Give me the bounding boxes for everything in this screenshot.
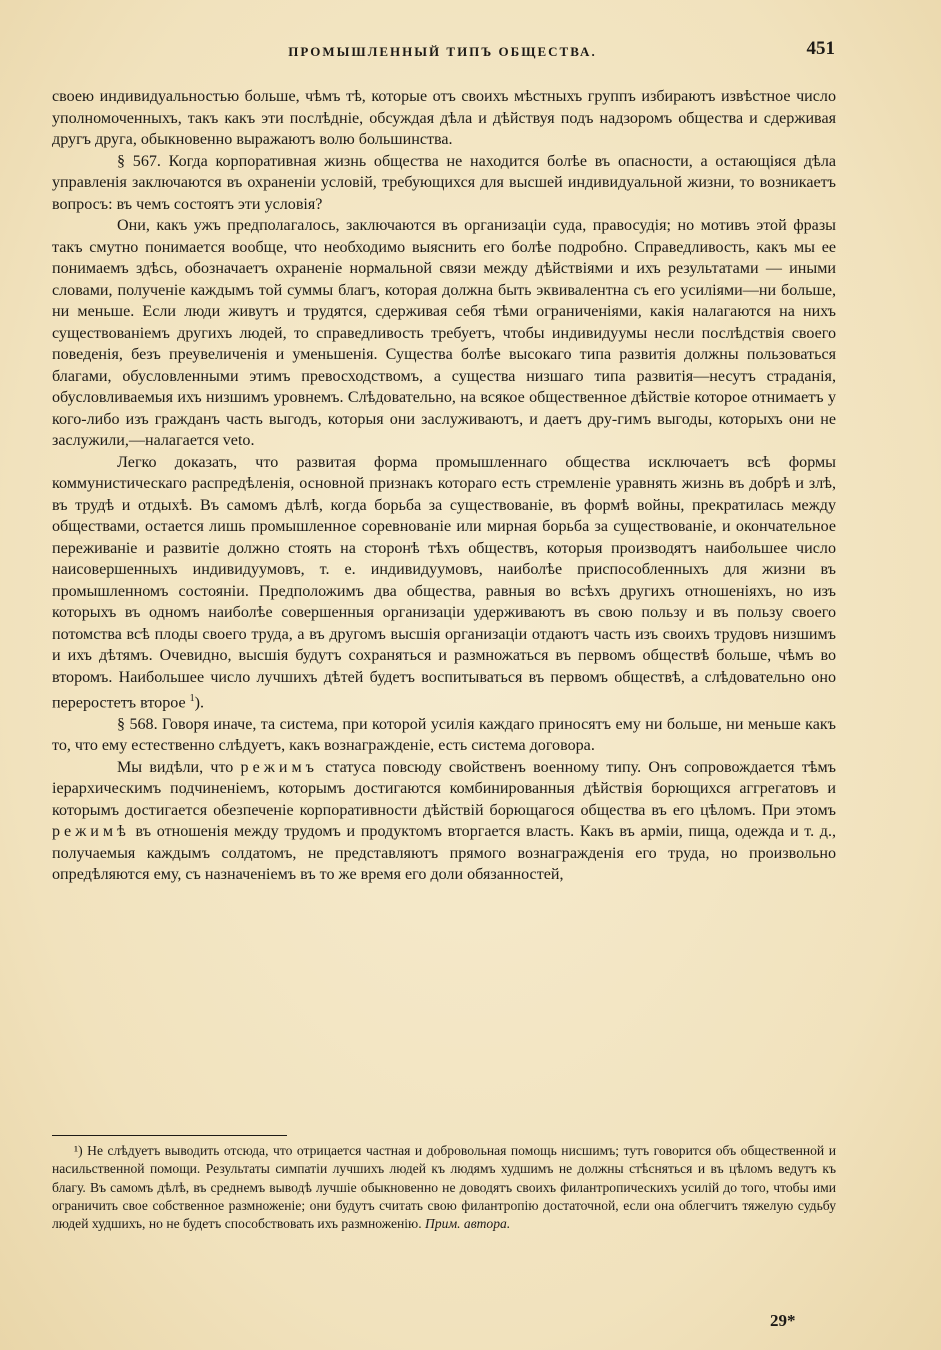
- paragraph-communism-text: Легко доказать, что развитая форма промышленнаго общества исключаетъ всѣ формы коммунистическаго распредѣленія, основной признакъ котораго есть стремленіе уравнять жизнь въ добрѣ и злѣ, въ трудѣ и отдыхѣ. Въ самомъ дѣлѣ, когда борьба за существованіе, въ формѣ войны, прекратилась между обществами, остается лишь промышленное соревнованіе или мирная борьба за существованіе, и окончательное переживаніе и развитіе должно стоять на сторонѣ тѣхъ обществъ, которыя производятъ наибольшее число наисовершенныхъ индивидуумовъ, т. е. индивидуумовъ, наиболѣе приспособленныхъ для жизни въ промышленномъ состояніи. Предположимъ два общества, равныя во всѣхъ другихъ отношеніяхъ, но изъ которыхъ въ одномъ наиболѣе совершенныя организаціи удерживаютъ въ свою пользу и въ пользу своего потомства всѣ плоды своего труда, а въ другомъ высшія организаціи отдаютъ часть изъ своихъ трудовъ низшимъ и ихъ дѣтямъ. Очевидно, высшія будутъ сохраняться и размножаться въ первомъ обществѣ больше, чѣмъ во второмъ. Наибольшее число лучшихъ дѣтей будетъ воспитываться въ первомъ обществѣ, а слѣдовательно оно переростетъ второе: [52, 453, 836, 712]
- footnote-reference[interactable]: 1: [189, 693, 195, 704]
- footnote-marker: ¹): [74, 1143, 83, 1158]
- paragraph-end-punct: ).: [194, 694, 205, 712]
- paragraph-section-567: § 567. Когда корпоративная жизнь общества не находится болѣе въ опасности, а остающіяся дѣла управленія заключаются въ охраненіи условій, требующихся для высшей индивидуальной жизни, то возникаетъ вопросъ: въ чемъ состоятъ эти условія?: [52, 152, 836, 213]
- running-title: ПРОМЫШЛЕННЫЙ ТИПЪ ОБЩЕСТВА.: [288, 44, 597, 59]
- body-text: [52, 86, 836, 886]
- printer-signature-mark: 29*: [770, 1311, 796, 1330]
- footnote-text: Не слѣдуетъ выводить отсюда, что отрицается частная и добровольная помощь нисшимъ; тутъ говорится объ общественной и насильственной помощи. Результаты симпатіи лучшихъ людей къ людямъ худшимъ не должны стѣсняться и въ цѣломъ ведутъ къ благу. Въ самомъ дѣлѣ, въ среднемъ выводѣ лучшіе обыкновенно не доводятъ своихъ филантропическихъ усилій до того, чтобы ими ограничить свое собственное размноженіе; они будутъ считать свою филантропію достаточной, если она облегчитъ тяжелую судьбу людей худшихъ, но не будетъ способствовать ихъ размноженію.: [52, 1143, 836, 1232]
- footnote-signature: Прим. автора.: [425, 1216, 511, 1232]
- footnote-1: [52, 1142, 836, 1233]
- regime-spaced-word-1: режимъ: [240, 758, 318, 776]
- regime-text-3: въ отношенія между трудомъ и продуктомъ вторгается власть. Какъ въ арміи, пища, одежда и т. д., получаемыя каждымъ солдатомъ, не представляютъ прямого вознагражденія его труда, но произвольно опредѣляются ему, съ назначеніемъ въ то же время его доли обязанностей,: [52, 823, 837, 884]
- regime-text-2: статуса повсюду свойственъ военному типу. Онъ сопровождается тѣмъ іерархическимъ подчиненіемъ, которымъ достигаются комбинированныя дѣйствія борющихся аггрегатовъ и которымъ достигается обезпеченіе корпоративности дѣйствій борющагося общества въ его цѣломъ. При этомъ: [52, 758, 836, 819]
- paragraph-communism: [52, 452, 836, 714]
- page-number: 451: [806, 38, 835, 59]
- paragraph-section-568: § 568. Говоря иначе, та система, при которой усилія каждаго приносятъ ему ни больше, ни меньше какъ то, что ему естественно слѣдуетъ, какъ вознагражденіе, есть система договора.: [52, 715, 836, 755]
- footnotes: [52, 1135, 836, 1233]
- paragraph-continuation: своею индивидуальностью больше, чѣмъ тѣ, которые отъ своихъ мѣстныхъ группъ избираютъ извѣстное число уполномоченныхъ, такъ какъ эти послѣдніе, обсуждая дѣла и дѣйствуя подъ надзоромъ общества и сдерживая другъ друга, обыкновенно выражаютъ волю большинства.: [52, 88, 836, 148]
- paragraph-regime: [52, 757, 836, 886]
- paragraph-justice: Они, какъ ужъ предполагалось, заключаются въ организаціи суда, правосудія; но мотивъ этой фразы такъ смутно понимается вообще, что необходимо выяснить его болѣе подробно. Справедливость, какъ мы ее понимаемъ здѣсь, обозначаетъ охраненіе нормальной связи между дѣйствіями и ихъ результатами — иными словами, полученіе каждымъ той суммы благъ, которая должна быть эквивалентна съ его усиліями—ни больше, ни меньше. Если люди живутъ и трудятся, сдерживая себя тѣми ограниченіями, какія налагаются на нихъ существованіемъ другихъ людей, то справедливость требуетъ, чтобы индивидуумы несли послѣдствія своего поведенія, безъ преувеличенія и уменьшенія. Существа болѣе высокаго типа развитія должны пользоваться благами, обусловленными этимъ превосходствомъ, а существа низшаго типа развитія—несутъ страданія, обусловливаемыя ихъ низшимъ уровнемъ. Слѣдовательно, на всякое общественное дѣйствіе которое отнимаетъ у кого-либо изъ гражданъ часть выгодъ, которыя они заслуживаютъ, и даетъ дру-гимъ выгоды, которыхъ они не заслужили,—налагается veto.: [52, 217, 836, 449]
- page-header: [50, 38, 835, 68]
- regime-spaced-word-2: режимѣ: [52, 823, 130, 841]
- footnote-divider: [52, 1135, 287, 1136]
- regime-text-1: Мы видѣли, что: [117, 758, 234, 776]
